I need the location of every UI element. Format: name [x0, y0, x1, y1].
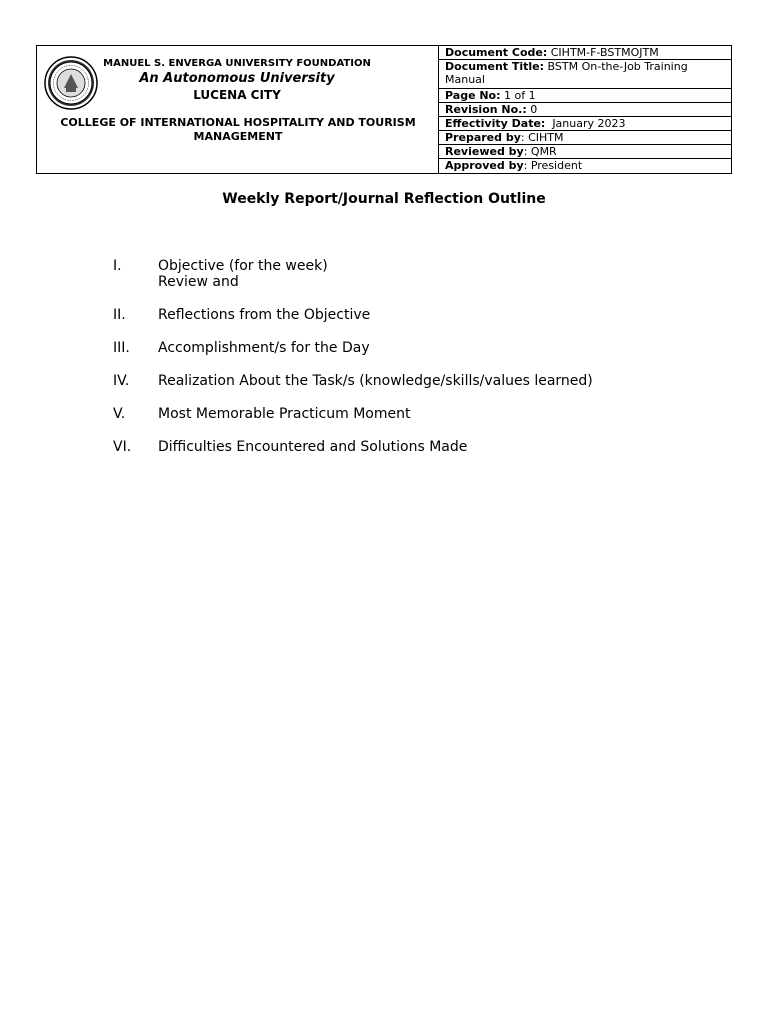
meta-value: CIHTM-F-BSTMOJTM [550, 46, 659, 59]
outline-item [113, 439, 713, 455]
meta-doc-title [439, 60, 731, 89]
outline-text: Most Memorable Practicum Moment [158, 406, 411, 422]
meta-label: Effectivity Date: [445, 117, 546, 130]
meta-label: Page No: [445, 89, 501, 102]
meta-value: January 2023 [552, 117, 626, 130]
document-header [36, 45, 732, 174]
outline-text: Realization About the Task/s (knowledge/skills/values learned) [158, 373, 593, 389]
meta-label: Approved by [445, 159, 524, 172]
org-name: MANUEL S. ENVERGA UNIVERSITY FOUNDATION [103, 58, 371, 69]
meta-value: 1 of 1 [504, 89, 536, 102]
outline-number: II. [113, 307, 126, 323]
meta-prepared [439, 131, 731, 145]
outline-item [113, 406, 713, 422]
meta-value: : QMR [523, 145, 557, 158]
outline-item [113, 307, 713, 323]
outline-text: Reflections from the Objective [158, 307, 371, 323]
org-subtitle: An Autonomous University [139, 71, 335, 86]
outline-text: Difficulties Encountered and Solutions Made [158, 439, 468, 455]
meta-label: Document Title: [445, 60, 545, 73]
meta-value: : CIHTM [520, 131, 564, 144]
meta-value: BSTM On-the-Job Training Manual [445, 60, 688, 86]
meta-page [439, 89, 731, 103]
org-city: LUCENA CITY [193, 88, 281, 102]
header-institution [37, 46, 439, 173]
university-seal-icon [44, 56, 98, 110]
page-title: Weekly Report/Journal Reflection Outline [222, 191, 546, 207]
meta-label: Prepared by [445, 131, 521, 144]
meta-effectivity [439, 117, 731, 131]
meta-reviewed [439, 145, 731, 159]
outline-number: V. [113, 406, 126, 422]
org-block [103, 57, 371, 103]
outline-subtext: Review and [158, 274, 239, 290]
outline-item [113, 373, 713, 389]
meta-value: : President [523, 159, 583, 172]
meta-label: Reviewed by [445, 145, 524, 158]
meta-doc-code [439, 46, 731, 60]
outline-number: VI. [113, 439, 132, 455]
outline-item [113, 340, 713, 356]
meta-label: Revision No.: [445, 103, 527, 116]
meta-label: Document Code: [445, 46, 548, 59]
college-name: COLLEGE OF INTERNATIONAL HOSPITALITY AND TOURISM MANAGEMENT [60, 116, 416, 143]
meta-approved [439, 159, 731, 173]
outline-number: III. [113, 340, 130, 356]
meta-value: 0 [530, 103, 538, 116]
document-meta [439, 46, 731, 173]
outline-item [113, 258, 713, 290]
outline-number: IV. [113, 373, 130, 389]
outline-text: Accomplishment/s for the Day [158, 340, 370, 356]
reflection-outline [113, 258, 713, 472]
meta-revision [439, 103, 731, 117]
outline-number: I. [113, 258, 122, 274]
outline-text: Objective (for the week) [158, 258, 328, 274]
